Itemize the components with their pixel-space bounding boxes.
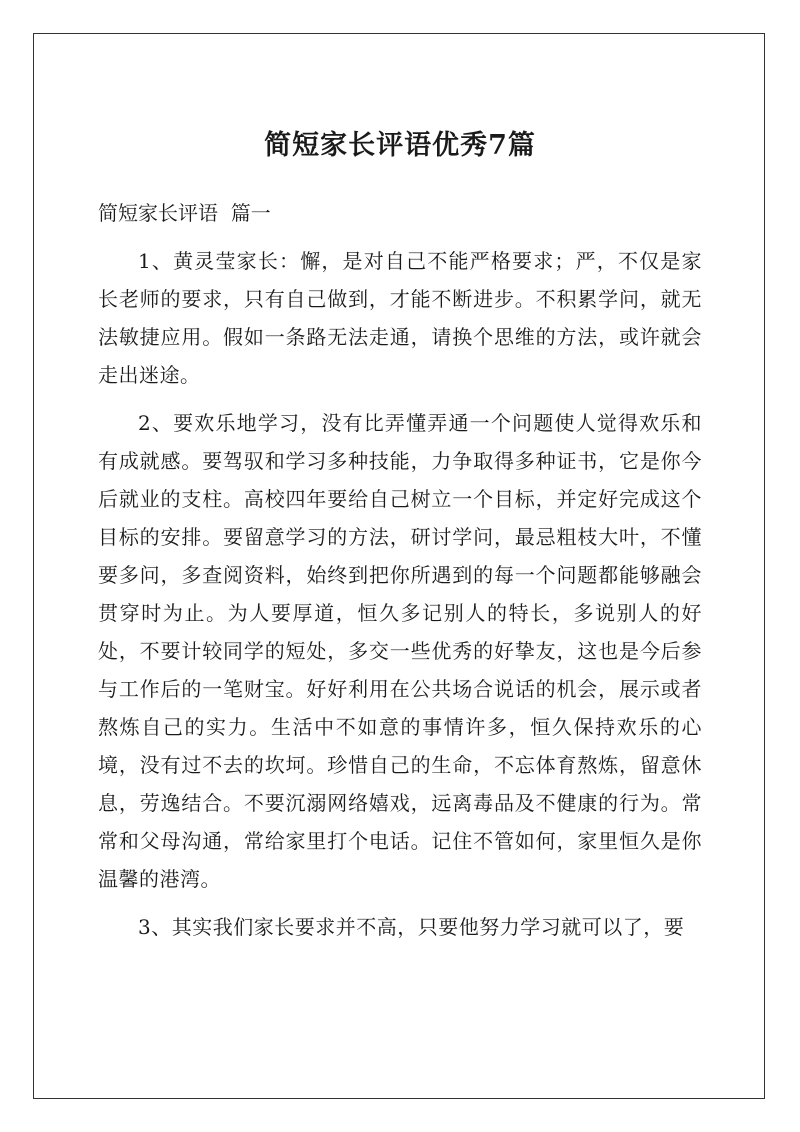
section-heading: 简短家长评语 篇一 — [98, 201, 271, 225]
paragraph-3: 3、其实我们家长要求并不高，只要他努力学习就可以了，要 — [138, 915, 685, 939]
document-title: 简短家长评语优秀7篇 — [264, 130, 536, 161]
paragraph-1: 1、黄灵莹家长：懈，是对自己不能严格要求；严，不仅是家长老师的要求，只有自己做到，才能不断进步。不积累学问，就无法敏捷应用。假如一条路无法走通，请换个思维的方法，或许就会走出迷途。 — [98, 249, 702, 387]
document-body — [98, 242, 702, 946]
paragraph-2: 2、要欢乐地学习，没有比弄懂弄通一个问题使人觉得欢乐和有成就感。要驾驭和学习多种技能，力争取得多种证书，它是你今后就业的支柱。高校四年要给自己树立一个目标，并定好完成这个目标的安排。要留意学习的方法，研讨学问，最忌粗枝大叶，不懂要多问，多查阅资料，始终到把你所遇到的每一个问题都能够融会贯穿时为止。为人要厚道，恒久多记别人的特长，多说别人的好处，不要计较同学的短处，多交一些优秀的好挚友，这也是今后参与工作后的一笔财宝。好好利用在公共场合说话的机会，展示或者熬炼自己的实力。生活中不如意的事情许多，恒久保持欢乐的心境，没有过不去的坎坷。珍惜自己的生命，不忘体育熬炼，留意休息，劳逸结合。不要沉溺网络嬉戏，远离毒品及不健康的行为。常常和父母沟通，常给家里打个电话。记住不管如何，家里恒久是你温馨的港湾。 — [98, 411, 702, 891]
